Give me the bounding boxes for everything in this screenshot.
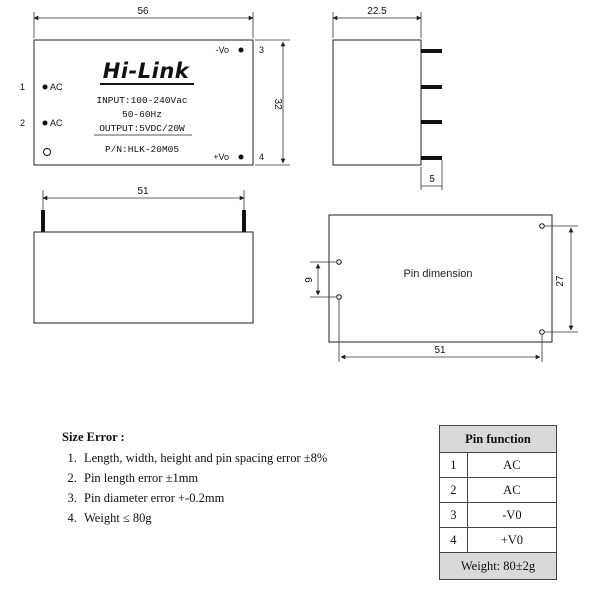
- size-error-title: Size Error :: [62, 430, 125, 444]
- top-view: [20, 6, 290, 165]
- module-side-outline: [333, 40, 421, 165]
- hi-link-logo: Hi-Link: [102, 59, 190, 83]
- pin-left-spacing-dim: 9: [304, 277, 315, 283]
- pin-horizontal-dim: 51: [434, 345, 446, 356]
- part-number: P/N:HLK-20M05: [104, 144, 180, 155]
- input-spec: INPUT:100-240Vac: [96, 95, 188, 106]
- pin-3-dot: [239, 48, 244, 53]
- pin-2-number: 2: [20, 118, 26, 128]
- pin-function-cell: AC: [467, 478, 556, 503]
- pin-1-label: AC: [50, 82, 63, 92]
- size-error-notes: [62, 430, 402, 531]
- pin-function-cell: -V0: [467, 503, 556, 528]
- output-spec: OUTPUT:5VDC/20W: [99, 123, 185, 134]
- pin-number-cell: 4: [440, 528, 468, 553]
- front-view: [34, 186, 253, 323]
- pin-2-label: AC: [50, 118, 63, 128]
- pin-function-cell: AC: [467, 453, 556, 478]
- pin-3-number: 3: [259, 45, 265, 55]
- pin-dimension-view: [304, 215, 578, 362]
- top-height-dim: 32: [272, 98, 283, 110]
- list-item: 2. Pin length error ±1mm: [80, 471, 402, 486]
- side-view: [333, 6, 442, 190]
- table-row: [440, 528, 557, 553]
- pin-3-label: -Vo: [215, 45, 229, 55]
- module-front-outline: [34, 232, 253, 323]
- pin-2-dot: [43, 121, 48, 126]
- list-item: 4. Weight ≤ 80g: [80, 511, 402, 526]
- pin-4-label: +Vo: [213, 152, 229, 162]
- pin-dimension-title: Pin dimension: [403, 268, 473, 280]
- pin-function-table: [439, 425, 557, 580]
- pin-right-spacing-dim: 27: [555, 275, 566, 287]
- pin-1-number: 1: [20, 82, 26, 92]
- pin-number-cell: 1: [440, 453, 468, 478]
- pin-function-header: Pin function: [440, 426, 557, 453]
- table-row: [440, 453, 557, 478]
- side-depth-dim: 22.5: [367, 6, 387, 17]
- pin-4-number: 4: [259, 152, 265, 162]
- top-width-dim: 56: [137, 6, 149, 17]
- size-error-list: [62, 451, 402, 526]
- list-item: 1. Length, width, height and pin spacing error ±8%: [80, 451, 402, 466]
- weight-cell: Weight: 80±2g: [440, 553, 557, 580]
- table-row: [440, 503, 557, 528]
- front-pin-spacing-dim: 51: [137, 186, 149, 197]
- pin-number-cell: 2: [440, 478, 468, 503]
- pin-1-dot: [43, 85, 48, 90]
- pin-function-cell: +V0: [467, 528, 556, 553]
- table-row: [440, 478, 557, 503]
- pin-4-dot: [239, 155, 244, 160]
- frequency-spec: 50-60Hz: [122, 109, 162, 120]
- pin-length-dim: 5: [429, 174, 435, 185]
- list-item: 3. Pin diameter error +-0.2mm: [80, 491, 402, 506]
- pin-number-cell: 3: [440, 503, 468, 528]
